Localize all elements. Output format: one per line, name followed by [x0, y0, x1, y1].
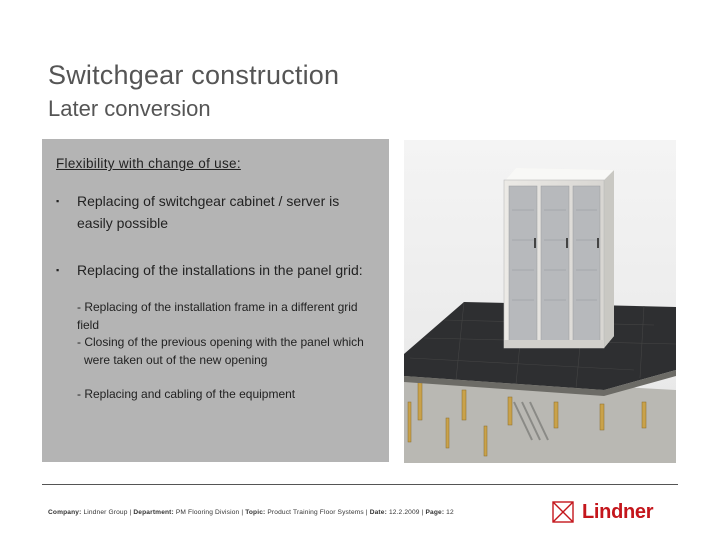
- footer-date-label: Date:: [369, 509, 387, 516]
- lindner-logo: [552, 500, 653, 524]
- sub-item: [77, 298, 382, 334]
- raised-floor-cabinet-image: [404, 140, 676, 463]
- text-panel: [42, 139, 389, 462]
- footer-separator: |: [129, 509, 132, 516]
- bullet-square-icon: ▪: [56, 196, 60, 206]
- sub-item-line: - Replacing of the installation frame in a different grid field: [77, 300, 358, 332]
- panel-heading: Flexibility with change of use:: [56, 156, 241, 171]
- footer-topic: Product Training Floor Systems: [267, 509, 364, 516]
- bullet-item: [56, 259, 376, 281]
- footer-separator: |: [365, 509, 368, 516]
- sub-item-line: - Closing of the previous opening with the panel which: [77, 335, 364, 349]
- footer-company-label: Company:: [48, 509, 82, 516]
- footer-separator: |: [241, 509, 244, 516]
- logo-text: Lindner: [582, 500, 654, 523]
- sub-item: [77, 385, 382, 403]
- sub-item-line: were taken out of the new opening: [84, 353, 268, 367]
- footer-topic-label: Topic:: [245, 509, 266, 516]
- sub-item-line: - Replacing and cabling of the equipment: [77, 387, 296, 401]
- bullet-text: Replacing of switchgear cabinet / server is easily possible: [77, 193, 340, 231]
- footer-department-label: Department:: [133, 509, 174, 516]
- lindner-cross-icon: [552, 501, 574, 523]
- footer-company: Lindner Group: [83, 509, 128, 516]
- footer-page: 12: [446, 509, 454, 516]
- footer-page-label: Page:: [425, 509, 445, 516]
- bullet-square-icon: ▪: [56, 265, 60, 275]
- cabinet-plinth: [504, 340, 604, 348]
- slide-title: Switchgear construction: [48, 60, 340, 90]
- footer-info: [48, 509, 454, 516]
- sub-item: [77, 333, 382, 369]
- footer-date: 12.2.2009: [388, 509, 420, 516]
- footer-divider: [42, 484, 678, 485]
- footer-separator: |: [421, 509, 424, 516]
- footer-department: PM Flooring Division: [175, 509, 240, 516]
- slide-subtitle: Later conversion: [48, 96, 211, 121]
- bullet-text: Replacing of the installations in the panel grid:: [77, 262, 363, 278]
- bullet-item: [56, 190, 376, 234]
- cabinet-doors: [509, 186, 600, 344]
